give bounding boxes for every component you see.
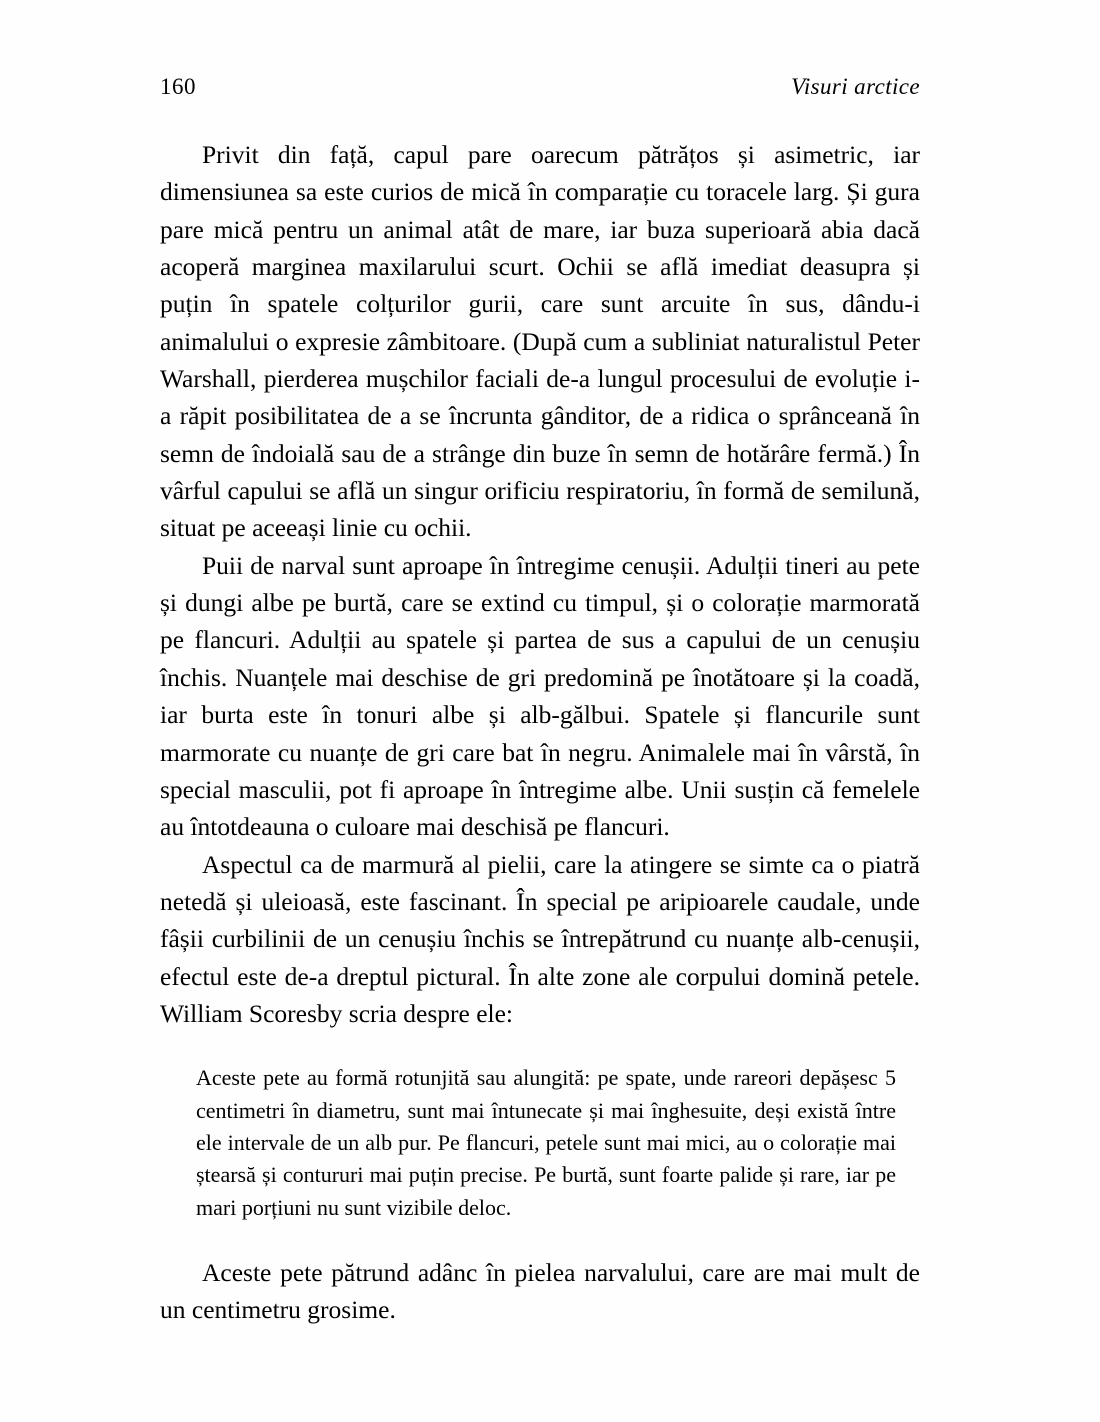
block-quote bbox=[196, 1062, 896, 1224]
paragraph-3: Aspectul ca de marmură al pielii, care la atingere se simte ca o piatră netedă și uleioasă, este fascinant. În special pe aripioarele caudale, unde fâșii curbilinii de un cenușiu închis se întrepătrund cu nuanțe alb-cenușii, efectul este de-a dreptul pictural. În alte zone ale corpului domină petele. William Scoresby scria despre ele: bbox=[160, 849, 920, 1028]
paragraph-after-quote: Aceste pete pătrund adânc în pielea narvalului, care are mai mult de un centimetru grosime. bbox=[160, 1257, 920, 1325]
running-head bbox=[160, 74, 920, 100]
paragraph-2: Puii de narval sunt aproape în întregime cenușii. Adulții tineri au pete și dungi albe pe burtă, care se extind cu timpul, și o colorație marmorată pe flancuri. Adulții au spatele și partea de sus a capului de un cenușiu închis. Nuanțele mai deschise de gri predomină pe înotătoare și la coadă, iar burta este în tonuri albe și alb-gălbui. Spatele și flancurile sunt marmorate cu nuanțe de gri care bat în negru. Animalele mai în vârstă, în special masculii, pot fi aproape în întregime albe. Unii susțin că femelele au întotdeauna o culoare mai deschisă pe flancuri. bbox=[160, 550, 920, 842]
book-title: Visuri arctice bbox=[791, 74, 920, 99]
page-number: 160 bbox=[160, 74, 196, 99]
block-quote-text: Aceste pete au formă rotunjită sau alungită: pe spate, unde rareori depășesc 5 centimetri în diametru, sunt mai întunecate și mai înghesuite, deși există între ele intervale de un alb pur. Pe flancuri, petele sunt mai mici, au o colorație mai ștearsă și contururi mai puțin precise. Pe burtă, sunt foarte palide și rare, iar pe mari porțiuni nu sunt vizibile deloc. bbox=[196, 1065, 896, 1220]
page-content bbox=[160, 74, 920, 1329]
paragraph-1: Privit din față, capul pare oarecum pătrățos și asimetric, iar dimensiunea sa este curios de mică în comparație cu toracele larg. Și gura pare mică pentru un animal atât de mare, iar buza superioară abia dacă acoperă marginea maxilarului scurt. Ochii se află imediat deasupra și puțin în spatele colțurilor gurii, care sunt arcuite în sus, dându-i animalului o expresie zâmbitoare. (După cum a subliniat naturalistul Peter Warshall, pierderea mușchilor faciali de-a lungul procesului de evoluție i-a răpit posibilitatea de a se încrunta gânditor, de a ridica o sprânceană în semn de îndoială sau de a strânge din buze în semn de hotărâre fermă.) În vârful capului se află un singur orificiu respiratoriu, în formă de semilună, situat pe aceeași linie cu ochii. bbox=[160, 140, 920, 543]
